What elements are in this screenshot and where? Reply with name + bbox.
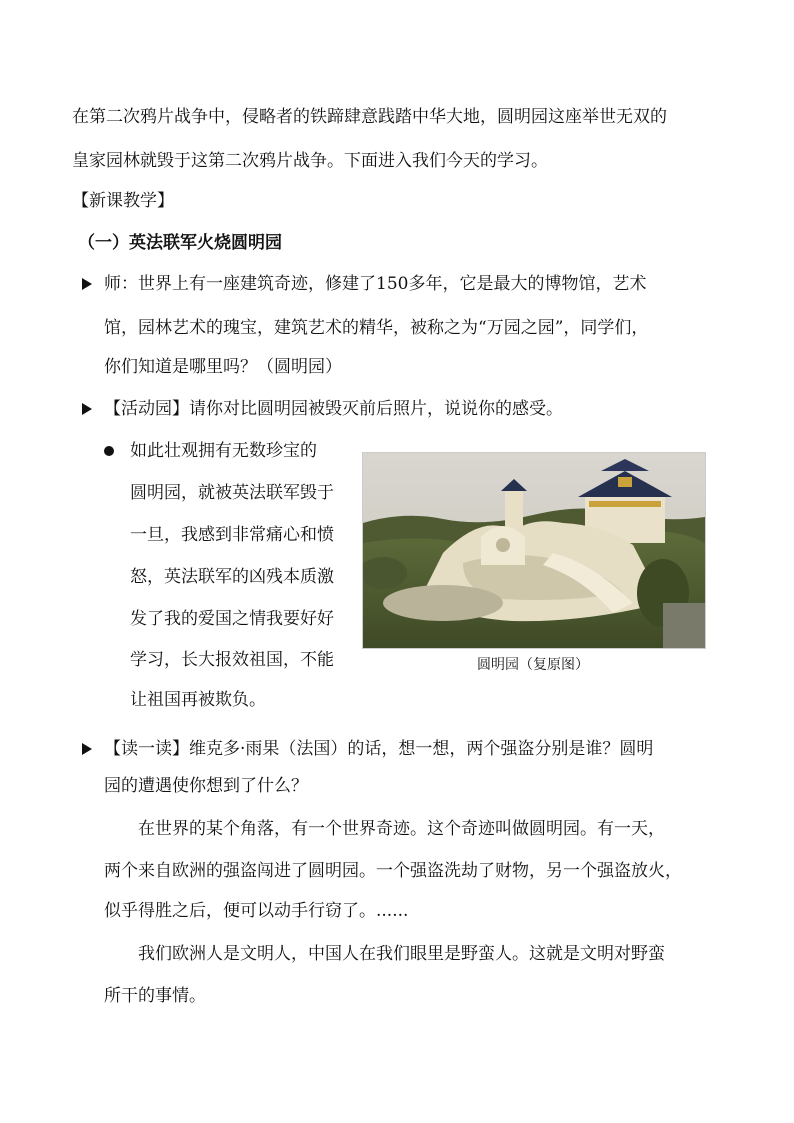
quote-p2-line-2: 所干的事情。 [104,986,206,1006]
item3-line-2: 园的遭遇使你想到了什么？ [104,776,308,796]
arrow-bullet-icon [82,743,92,755]
arrow-bullet-icon [82,278,92,290]
quote-p2-line-1: 我们欧洲人是文明人，中国人在我们眼里是野蛮人。这就是文明对野蛮 [138,944,665,964]
bullet-line-1: 如此壮观拥有无数珍宝的 [130,441,317,461]
subsection-title: （一）英法联军火烧圆明园 [78,233,282,253]
bullet-line-5: 发了我的爱国之情我要好好 [130,609,334,629]
item1-line-2: 馆，园林艺术的瑰宝，建筑艺术的精华，被称之为“万园之园”，同学们， [104,318,649,338]
section-label: 【新课教学】 [72,191,174,211]
bullet-line-2: 圆明园，就被英法联军毁于 [130,483,334,503]
quote-p1-line-3: 似乎得胜之后，便可以动手行窃了。...... [104,901,409,921]
intro-line-1: 在第二次鸦片战争中，侵略者的铁蹄肆意践踏中华大地，圆明园这座举世无双的 [72,107,667,127]
item1-line-1: 师：世界上有一座建筑奇迹，修建了150多年，它是最大的博物馆，艺术 [104,274,647,294]
intro-line-2: 皇家园林就毁于这第二次鸦片战争。下面进入我们今天的学习。 [72,151,548,171]
bullet-line-3: 一旦，我感到非常痛心和愤 [130,525,334,545]
item1-line-3: 你们知道是哪里吗？（圆明园） [104,357,342,377]
arrow-bullet-icon [82,403,92,415]
quote-p1-line-1: 在世界的某个角落，有一个世界奇迹。这个奇迹叫做圆明园。有一天， [138,819,665,839]
image-caption: 圆明园（复原图） [477,657,589,673]
item2-line-1: 【活动园】请你对比圆明园被毁灭前后照片，说说你的感受。 [104,399,563,419]
yuanmingyuan-restoration-image [362,452,706,649]
bullet-line-7: 让祖国再被欺负。 [130,690,266,710]
item3-line-1: 【读一读】维克多·雨果（法国）的话，想一想，两个强盗分别是谁？圆明 [104,739,654,759]
bullet-line-6: 学习，长大报效祖国，不能 [130,650,334,670]
bullet-line-4: 怒，英法联军的凶残本质激 [130,567,334,587]
round-bullet-icon [104,446,114,456]
quote-p1-line-2: 两个来自欧洲的强盗闯进了圆明园。一个强盗洗劫了财物，另一个强盗放火， [104,861,682,881]
